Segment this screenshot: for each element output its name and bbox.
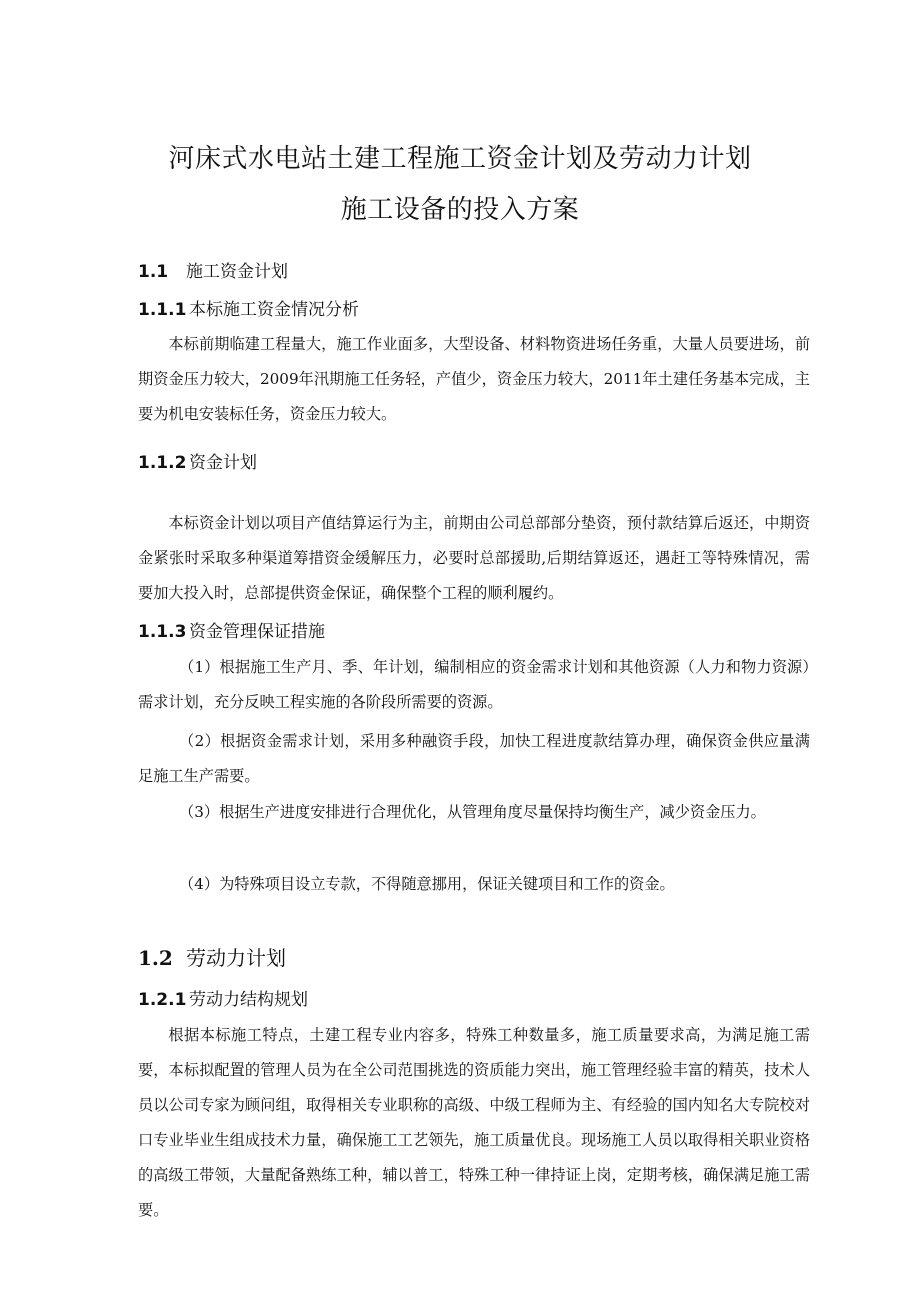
paragraph-funding-plan: 本标资金计划以项目产值结算运行为主，前期由公司总部部分垫资，预付款结算后返还，中期资金紧张时采取多种渠道筹措资金缓解压力，必要时总部援助,后期结算返还，遇赶工等特殊情况，需要加大投入时，总部提供资金保证，确保整个工程的顺利履约。	[138, 514, 810, 602]
heading-number: 1.1.2	[138, 453, 187, 473]
heading-label: 资金计划	[189, 453, 257, 473]
document-title-line-1: 河床式水电站土建工程施工资金计划及劳动力计划	[168, 144, 752, 174]
measure-item-2: （2）根据资金需求计划，采用多种融资手段，加快工程进度款结算办理，确保资金供应量满足施工生产需要。	[138, 732, 810, 785]
heading-number: 1.2	[138, 946, 173, 970]
heading-label: 劳动力结构规划	[189, 990, 308, 1010]
heading-1-1-1	[138, 298, 359, 322]
measure-item-1: （1）根据施工生产月、季、年计划，编制相应的资金需求计划和其他资源（人力和物力资源）需求计划，充分反映工程实施的各阶段所需要的资源。	[138, 658, 810, 711]
heading-label: 本标施工资金情况分析	[189, 300, 359, 320]
paragraph-funding-analysis: 本标前期临建工程量大，施工作业面多，大型设备、材料物资进场任务重，大量人员要进场，前期资金压力较大，2009年汛期施工任务轻，产值少，资金压力较大，2011年土建任务基本完成，主要为机电安装标任务，资金压力较大。	[138, 335, 810, 423]
paragraph-labor-structure: 根据本标施工特点，土建工程专业内容多，特殊工种数量多，施工质量要求高，为满足施工需要，本标拟配置的管理人员为在全公司范围挑选的资质能力突出，施工管理经验丰富的精英，技术人员以公司专家为顾问组，取得相关专业职称的高级、中级工程师为主、有经验的国内知名大专院校对口专业毕业生组成技术力量，确保施工工艺领先，施工质量优良。现场施工人员以取得相关职业资格的高级工带领，大量配备熟练工种，辅以普工，特殊工种一律持证上岗，定期考核，确保满足施工需要。	[138, 1026, 810, 1219]
heading-label: 资金管理保证措施	[189, 622, 325, 642]
heading-label: 施工资金计划	[186, 262, 288, 282]
document-title-line-2: 施工设备的投入方案	[340, 195, 580, 225]
heading-1-2-1	[138, 988, 308, 1012]
measure-item-4: （4）为特殊项目设立专款，不得随意挪用，保证关键项目和工作的资金。	[179, 875, 675, 893]
heading-1-1	[138, 260, 288, 284]
heading-number: 1.1.3	[138, 622, 187, 642]
heading-1-1-2	[138, 451, 257, 475]
heading-1-1-3	[138, 620, 325, 644]
heading-label: 劳动力计划	[186, 946, 286, 970]
heading-number: 1.1.1	[138, 300, 187, 320]
measure-item-3: （3）根据生产进度安排进行合理优化，从管理角度尽量保持均衡生产，减少资金压力。	[179, 803, 766, 821]
heading-1-2	[138, 944, 286, 972]
heading-number: 1.2.1	[138, 990, 187, 1010]
heading-number: 1.1	[138, 262, 169, 282]
